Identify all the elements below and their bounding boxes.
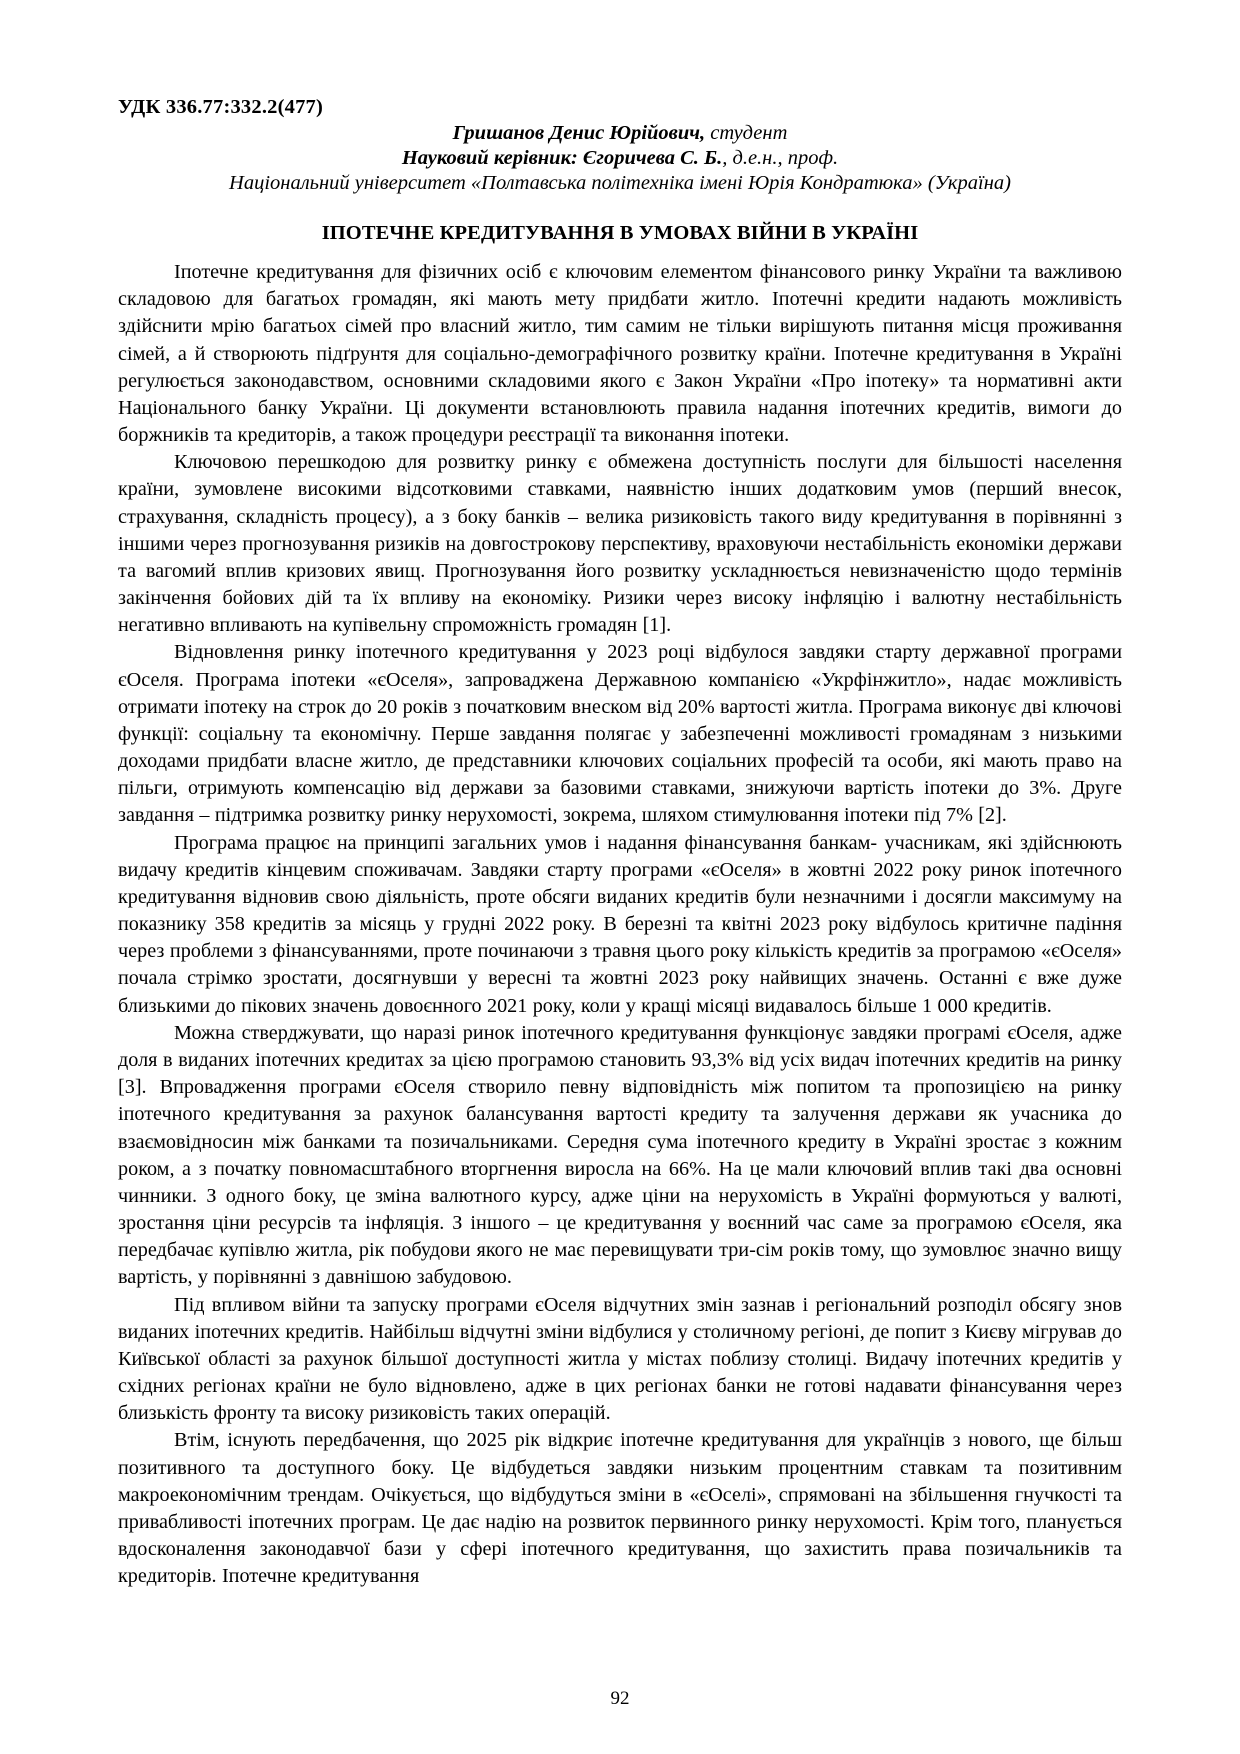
affiliation-line: Національний університет «Полтавська політехніка імені Юрія Кондратюка» (Україна) bbox=[229, 172, 1011, 194]
paragraph: Можна стверджувати, що наразі ринок іпотечного кредитування функціонує завдяки програмі єОселя, адже доля в виданих іпотечних кредитах за цією програмою становить 93,3% від усіх видач іпотечних кредитів на ринку [3]. Впровадження програми єОселя створило певну відповідність між попитом та пропозицією на ринку іпотечного кредитування за рахунок балансування вартості кредиту та залучення держави як учасника до взаємовідносин між банками та позичальниками. Середня сума іпотечного кредиту в Україні зростає з кожним роком, а з початку повномасштабного вторгнення виросла на 66%. На це мали ключовий вплив такі два основні чинники. З одного боку, це зміна валютного курсу, адже ціни на нерухомість в Україні формуються у валюті, зростання ціни ресурсів та інфляція. З іншого – це кредитування у воєнний час саме за програмою єОселя, яка передбачає купівлю житла, рік побудови якого не має перевищувати три-сім років тому, що зумовлює значно вищу вартість, у порівнянні з давнішою забудовою. bbox=[118, 1021, 1122, 1289]
paragraph: Програма працює на принципі загальних умов і надання фінансування банкам- учасникам, які здійснюють видачу кредитів кінцевим споживачам. Завдяки старту програми «єОселя» в жовтні 2022 року ринок іпотечного кредитування відновив свою діяльність, проте обсяги виданих кредитів були незначними і досягли максимуму на показнику 358 кредитів за місяць у грудні 2022 року. В березні та квітні 2023 року відбулось критичне падіння через проблеми з фінансуваннями, проте починаючи з травня цього року кількість кредитів за програмою «єОселя» почала стрімко зростати, досягнувши у вересні та жовтні 2023 року найвищих значень. Останні є вже дуже близькими до пікових значень довоєнного 2021 року, коли у кращі місяці видавалось більше 1 000 кредитів. bbox=[118, 831, 1122, 1017]
supervisor-name: Єгоричева С. Б. bbox=[582, 147, 723, 169]
supervisor-line bbox=[118, 146, 1122, 171]
page-number: 92 bbox=[610, 1688, 630, 1709]
supervisor-label: Науковий керівник: bbox=[401, 147, 583, 169]
byline-block bbox=[118, 121, 1122, 196]
author-name: Гришанов Денис Юрійович, bbox=[452, 122, 706, 144]
paragraph: Ключовою перешкодою для розвитку ринку є обмежена доступність послуги для більшості населення країни, зумовлене високими відсотковими ставками, наявністю інших додатковим умов (перший внесок, страхування, складність процесу), а з боку банків – велика ризиковість такого виду кредитування в порівнянні з іншими через прогнозування ризиків на довгострокову перспективу, враховуючи нестабільність економіки держави та вагомий вплив кризових явищ. Прогнозування його розвитку ускладнюється невизначеністю щодо термінів закінчення бойових дій та їх впливу на економіку. Ризики через високу інфляцію і валютну нестабільність негативно впливають на купівельну спроможність громадян [1]. bbox=[118, 451, 1122, 637]
article-body bbox=[118, 259, 1122, 1590]
article-title: ІПОТЕЧНЕ КРЕДИТУВАННЯ В УМОВАХ ВІЙНИ В УКРАЇНІ bbox=[321, 222, 919, 244]
author-role: студент bbox=[705, 122, 788, 144]
paragraph: Під впливом війни та запуску програми єОселя відчутних змін зазнав і регіональний розподіл обсягу знов виданих іпотечних кредитів. Найбільш відчутні зміни відбулися у столичному регіоні, де попит з Києву мігрував до Київської області за рахунок більшої доступності житла у містах поблизу столиці. Видачу іпотечних кредитів у східних регіонах країни не було відновлено, адже в цих регіонах банки не готові надавати фінансування через близькість фронту та високу ризиковість таких операцій. bbox=[118, 1293, 1122, 1425]
supervisor-degree: , д.е.н., проф. bbox=[722, 147, 839, 169]
author-line bbox=[118, 121, 1122, 146]
paragraph: Іпотечне кредитування для фізичних осіб є ключовим елементом фінансового ринку України та важливою складовою для багатьох громадян, які мають мету придбати житло. Іпотечні кредити надають можливість здійснити мрію багатьох сімей про власний житло, тим самим не тільки вирішують питання місця проживання сімей, а й створюють підґрунтя для соціально-демографічного розвитку країни. Іпотечне кредитування в Україні регулюється законодавством, основними складовими якого є Закон України «Про іпотеку» та нормативні акти Національного банку України. Ці документи встановлюють правила надання іпотечних кредитів, вимоги до боржників та кредиторів, а також процедури реєстрації та виконання іпотеки. bbox=[118, 261, 1122, 447]
udc-code: УДК 336.77:332.2(477) bbox=[118, 96, 323, 118]
paragraph: Втім, існують передбачення, що 2025 рік відкриє іпотечне кредитування для українців з нового, ще більш позитивного та доступного боку. Це відбудеться завдяки низьким процентним ставкам та позитивним макроекономічним трендам. Очікується, що відбудуться зміни в «єОселі», спрямовані на збільшення гнучкості та привабливості іпотечних програм. Це дає надію на розвиток первинного ринку нерухомості. Крім того, планується вдосконалення законодавчої бази у сфері іпотечного кредитування, що захистить права позичальників та кредиторів. Іпотечне кредитування bbox=[118, 1429, 1122, 1588]
paragraph: Відновлення ринку іпотечного кредитування у 2023 році відбулося завдяки старту державної програми єОселя. Програма іпотеки «єОселя», запроваджена Державною компанією «Укрфінжитло», надає можливість отримати іпотеку на строк до 20 років з початковим внеском від 20% вартості житла. Програма виконує дві ключові функції: соціальну та економічну. Перше завдання полягає у забезпеченні можливості громадянам з низькими доходами придбати власне житло, де представники ключових соціальних професій та особи, які мають право на пільги, отримують компенсацію від держави за базовими ставками, знижуючи вартість іпотеки до 3%. Друге завдання – підтримка розвитку ринку нерухомості, зокрема, шляхом стимулювання іпотеки під 7% [2]. bbox=[118, 641, 1122, 827]
